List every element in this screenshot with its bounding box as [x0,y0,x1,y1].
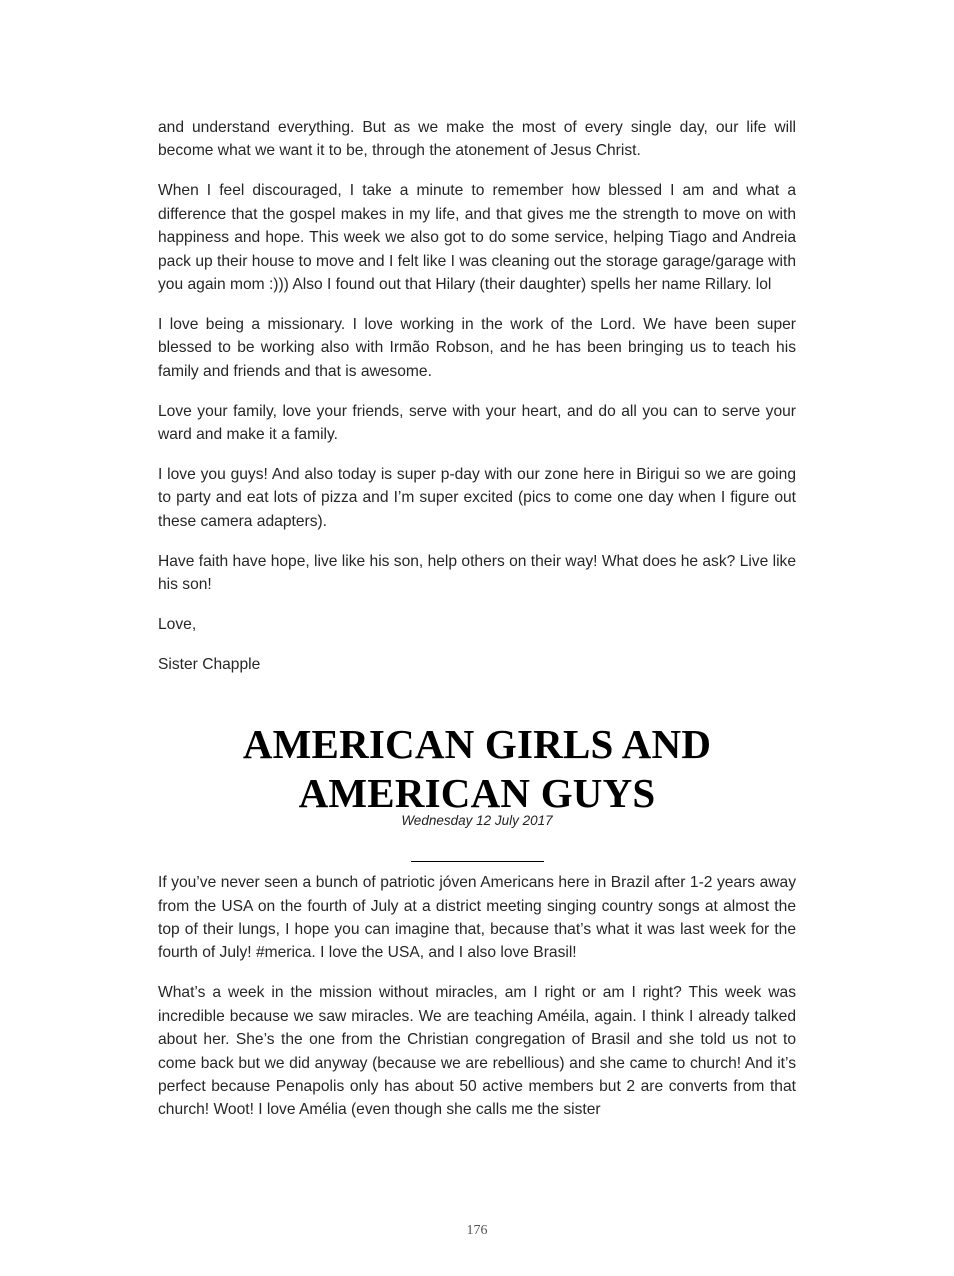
chapter-date: Wednesday 12 July 2017 [401,813,553,829]
chapter-divider [411,861,544,862]
chapter-heading [158,720,796,862]
paragraph: When I feel discouraged, I take a minute to remember how blessed I am and what a difference that the gospel makes in my life, and that gives me the strength to move on with happiness and hope. This week we also got to do some service, helping Tiago and Andreia pack up their house to move and I felt like I was cleaning out the storage garage/garage with you again mom :))) Also I found out that Hilary (their daughter) spells her name Rillary. lol [158,182,796,293]
paragraph: What’s a week in the mission without miracles, am I right or am I right? This week was incredible because we saw miracles. We are teaching Améila, again. I think I already talked about her. She’s the one from the Christian congregation of Brasil and she told us not to come back but we did anyway (because we are rebellious) and she came to church! And it’s perfect because Penapolis only has about 50 active members but 2 are converts from that church! Woot! I love Amélia (even though she calls me the sister [158,984,796,1119]
paragraph: Love your family, love your friends, serve with your heart, and do all you can to serve your ward and make it a family. [158,402,796,443]
paragraph: I love being a missionary. I love working in the work of the Lord. We have been super blessed to be working also with Irmão Robson, and he has been bringing us to teach his family and friends and that is awesome. [158,315,796,380]
paragraph: If you’ve never seen a bunch of patriotic jóven Americans here in Brazil after 1-2 years away from the USA on the fourth of July at a district meeting singing country songs at almost the top of their lungs, I hope you can imagine that, because that’s what it was last week for the fourth of July! #merica. I love the USA, and I also love Brasil! [158,874,796,962]
paragraph: Have faith have hope, live like his son, help others on their way! What does he ask? Live like his son! [158,552,796,593]
paragraph: and understand everything. But as we make the most of every single day, our life will become what we want it to be, through the atonement of Jesus Christ. [158,119,796,160]
closing-salutation: Love, [158,615,197,633]
signature-name: Sister Chapple [158,655,261,673]
page-number: 176 [466,1223,488,1238]
page-body [158,116,796,1138]
chapter-title-line-1: AMERICAN GIRLS AND [242,721,712,768]
paragraph: I love you guys! And also today is super p-day with our zone here in Birigui so we are going to party and eat lots of pizza and I’m super excited (pics to come one day when I figure out these camera adapters). [158,465,796,530]
chapter-title-line-2: AMERICAN GUYS [298,770,656,817]
